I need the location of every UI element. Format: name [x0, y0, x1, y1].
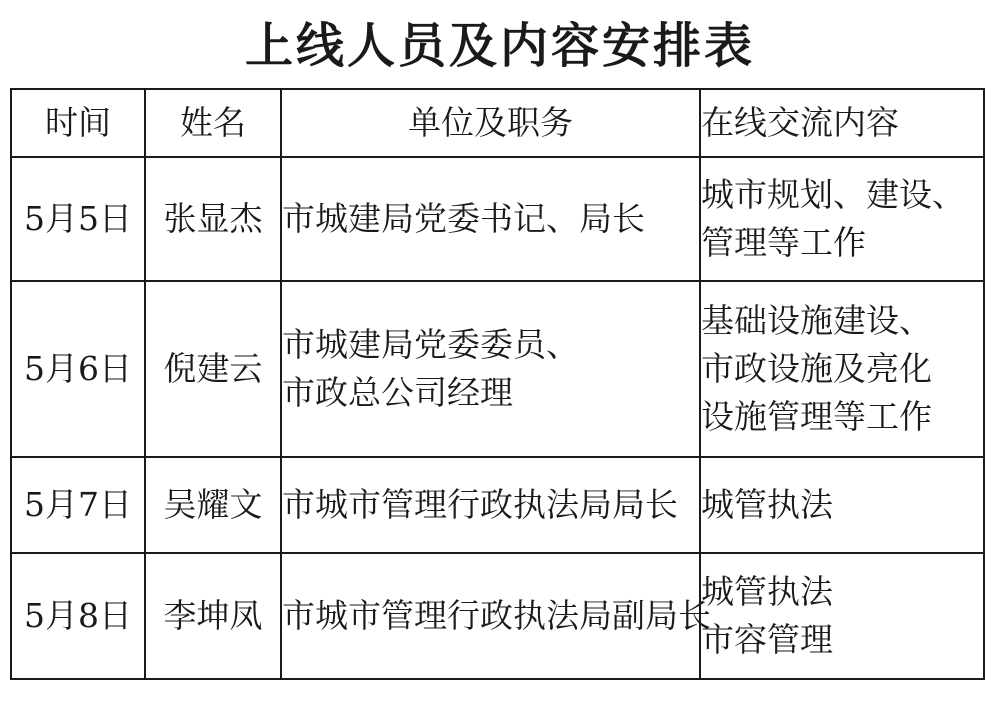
- role-cell: [281, 553, 711, 679]
- role-cell: [281, 457, 700, 553]
- topic-cell: [700, 157, 984, 281]
- topic-line: 设施管理等工作: [701, 397, 932, 436]
- name-cell: 倪建云: [145, 281, 281, 457]
- role-line: 市城市管理行政执法局副局长: [282, 596, 711, 635]
- role-cell: [281, 281, 700, 457]
- table-row: [11, 457, 984, 553]
- role-line: 市政总公司经理: [282, 373, 513, 412]
- role-line: 市城建局党委委员、: [282, 325, 579, 364]
- column-header-name: 姓名: [145, 89, 281, 157]
- name-cell: 李坤凤: [145, 553, 281, 679]
- topic-cell: [700, 457, 984, 553]
- topic-line: 城管执法: [701, 572, 833, 611]
- table-header-row: [11, 89, 984, 157]
- page-title: 上线人员及内容安排表: [244, 18, 755, 74]
- table-row: [11, 281, 984, 457]
- topic-line: 城市规划、建设、: [701, 175, 965, 214]
- column-header-date: 时间: [11, 89, 145, 157]
- topic-cell: [700, 553, 984, 679]
- table-row: [11, 553, 984, 679]
- topic-cell: [700, 281, 984, 457]
- name-cell: 张显杰: [145, 157, 281, 281]
- date-cell: 5月7日: [11, 457, 145, 553]
- name-cell: 吴耀文: [145, 457, 281, 553]
- column-header-role: 单位及职务: [281, 89, 700, 157]
- table-row: [11, 157, 984, 281]
- schedule-table: [10, 88, 985, 680]
- role-line: 市城市管理行政执法局局长: [282, 485, 678, 524]
- role-cell: [281, 157, 700, 281]
- topic-line: 市容管理: [701, 620, 833, 659]
- topic-line: 基础设施建设、: [701, 301, 932, 340]
- role-line: 市城建局党委书记、局长: [282, 199, 645, 238]
- topic-line: 城管执法: [701, 485, 833, 524]
- date-cell: 5月8日: [11, 553, 145, 679]
- topic-line: 管理等工作: [701, 223, 866, 262]
- topic-line: 市政设施及亮化: [701, 349, 932, 388]
- date-cell: 5月5日: [11, 157, 145, 281]
- date-cell: 5月6日: [11, 281, 145, 457]
- column-header-topic: 在线交流内容: [700, 89, 984, 157]
